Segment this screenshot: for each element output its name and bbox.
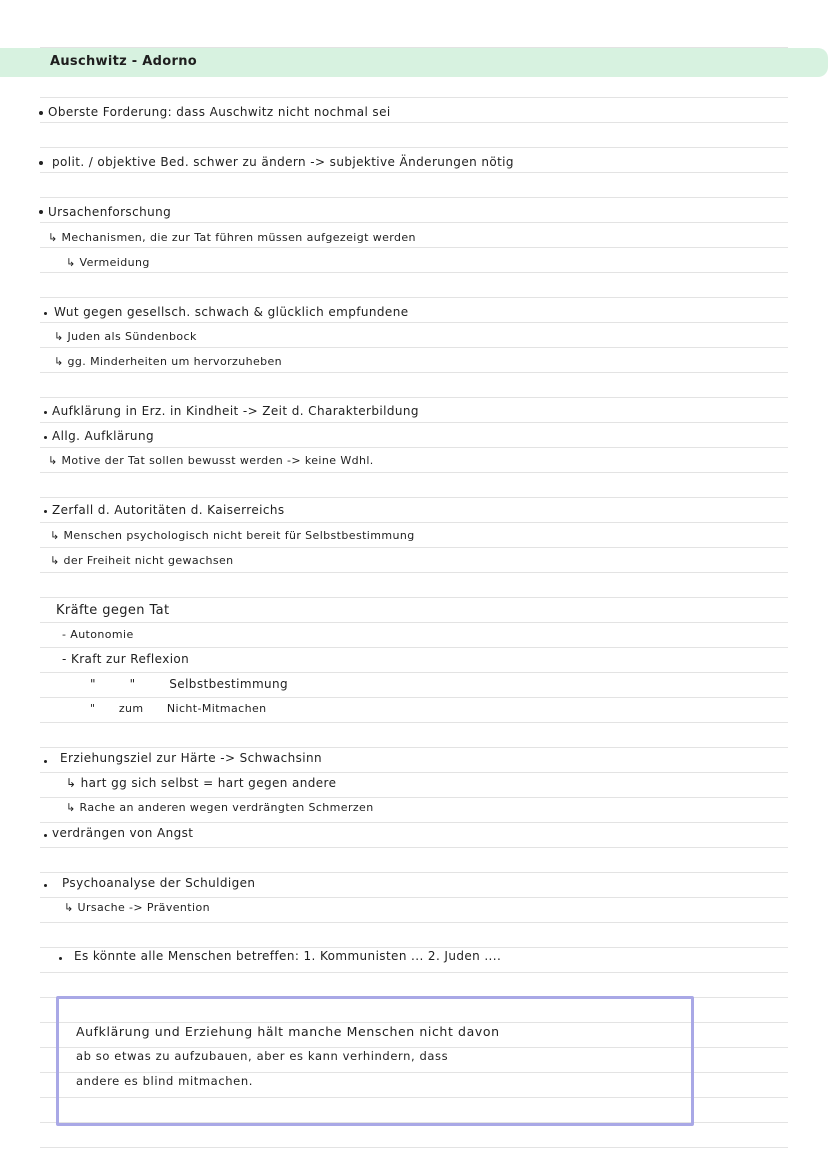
note-line: ↳ der Freiheit nicht gewachsen [50, 554, 234, 567]
note-line: - Autonomie [62, 628, 134, 641]
note-line: ↳ Rache an anderen wegen verdrängten Schmerzen [66, 801, 374, 814]
note-line: ↳ Juden als Sündenbock [54, 330, 197, 343]
bullet-dot [39, 111, 43, 115]
summary-line: ab so etwas zu aufzubauen, aber es kann verhindern, dass [76, 1049, 449, 1063]
note-line: - Kraft zur Reflexion [62, 652, 190, 666]
note-line: ↳ Vermeidung [66, 256, 150, 269]
bullet-dot [44, 760, 47, 763]
note-line: ↳ Menschen psychologisch nicht bereit für Selbstbestimmung [50, 529, 415, 542]
bullet-dot [44, 834, 47, 837]
note-line: polit. / objektive Bed. schwer zu ändern -> subjektive Änderungen nötig [52, 155, 514, 169]
note-line: ↳ gg. Minderheiten um hervorzuheben [54, 355, 283, 368]
bullet-dot [44, 312, 47, 315]
bullet-dot [59, 957, 62, 960]
note-line: Kräfte gegen Tat [56, 603, 170, 618]
bullet-dot [44, 436, 47, 439]
bullet-dot [44, 510, 47, 513]
note-line: ↳ Ursache -> Prävention [64, 901, 210, 914]
note-line: " zum Nicht-Mitmachen [90, 702, 267, 715]
note-line: ↳ Mechanismen, die zur Tat führen müssen aufgezeigt werden [48, 231, 416, 244]
note-line: Wut gegen gesellsch. schwach & glücklich empfundene [54, 305, 409, 319]
note-line: ↳ hart gg sich selbst = hart gegen andere [66, 776, 337, 790]
note-line: Oberste Forderung: dass Auschwitz nicht nochmal sei [48, 105, 391, 119]
bullet-dot [39, 161, 43, 165]
note-line: Zerfall d. Autoritäten d. Kaiserreichs [52, 503, 285, 517]
note-line: " " Selbstbestimmung [90, 677, 289, 691]
note-line: ↳ Motive der Tat sollen bewusst werden -> keine Wdhl. [48, 454, 374, 467]
bullet-dot [44, 411, 47, 414]
note-line: Erziehungsziel zur Härte -> Schwachsinn [60, 751, 323, 765]
note-line: verdrängen von Angst [52, 826, 194, 840]
note-line: Allg. Aufklärung [52, 429, 154, 443]
note-line: Aufklärung in Erz. in Kindheit -> Zeit d. Charakterbildung [52, 404, 419, 418]
note-line: Es könnte alle Menschen betreffen: 1. Kommunisten ... 2. Juden .... [74, 949, 502, 963]
summary-line: Aufklärung und Erziehung hält manche Menschen nicht davon [76, 1024, 500, 1039]
note-line: Ursachenforschung [48, 205, 172, 219]
summary-line: andere es blind mitmachen. [76, 1074, 253, 1088]
bullet-dot [39, 210, 43, 214]
bullet-dot [44, 884, 47, 887]
page-title: Auschwitz - Adorno [50, 54, 198, 69]
note-line: Psychoanalyse der Schuldigen [62, 876, 256, 890]
